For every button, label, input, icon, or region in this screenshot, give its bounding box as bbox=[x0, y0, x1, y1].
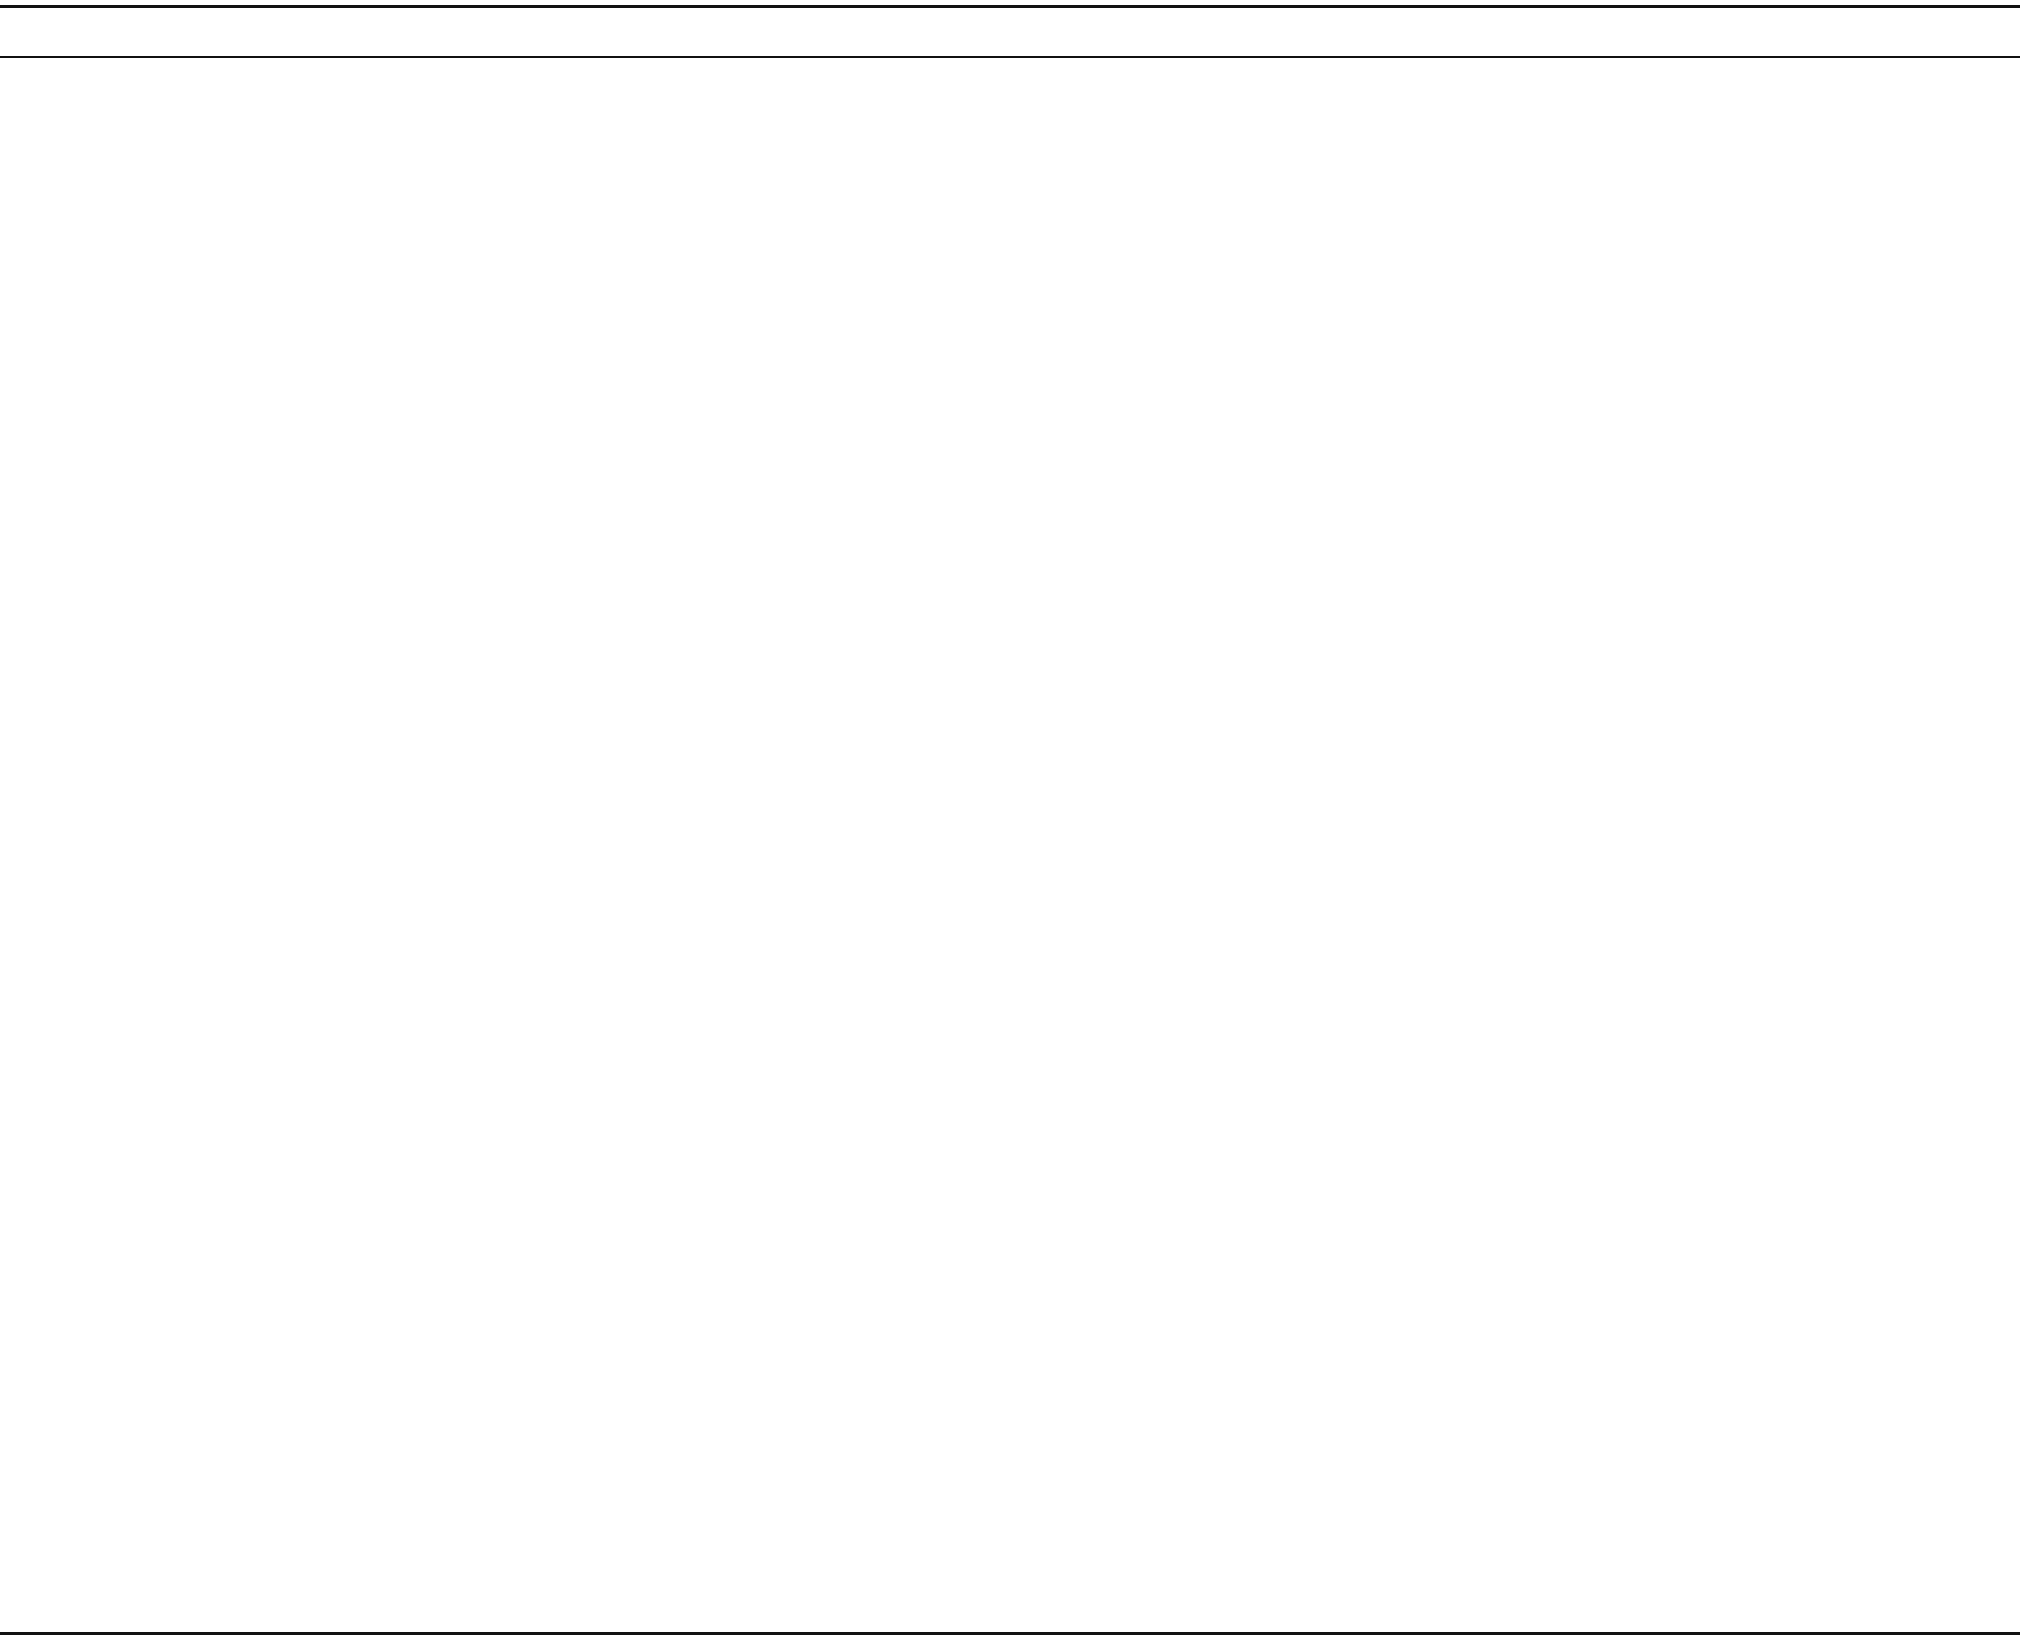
valve-function bbox=[260, 321, 562, 587]
material-part bbox=[1062, 321, 1192, 454]
header-other-requirement bbox=[1520, 8, 2020, 57]
table-row bbox=[0, 321, 2020, 454]
basic-requirement bbox=[562, 587, 824, 809]
valve-name bbox=[100, 1313, 260, 1623]
material-value bbox=[1192, 454, 1520, 587]
valve-spec-table bbox=[0, 8, 2020, 1623]
valve-type bbox=[824, 1021, 1062, 1313]
valve-function bbox=[260, 809, 562, 1021]
material-part bbox=[1062, 587, 1192, 698]
material-value bbox=[1192, 698, 1520, 809]
header-basic-requirement bbox=[562, 8, 824, 57]
other-requirement bbox=[1520, 1313, 2020, 1623]
valve-function bbox=[260, 1313, 562, 1623]
material-part bbox=[1062, 1313, 1192, 1468]
material-part bbox=[1062, 1167, 1192, 1313]
other-requirement bbox=[1520, 1021, 2020, 1313]
material-part bbox=[1062, 1468, 1192, 1623]
valve-name bbox=[100, 809, 260, 1021]
table-row bbox=[0, 1313, 2020, 1468]
material-value bbox=[1192, 587, 1520, 698]
material-value bbox=[1192, 189, 1520, 321]
table-bottom-rule bbox=[0, 1632, 2020, 1635]
header-name bbox=[100, 8, 260, 57]
material-value bbox=[1192, 321, 1520, 454]
material-part bbox=[1062, 1021, 1192, 1167]
valve-name bbox=[100, 321, 260, 587]
table-row bbox=[0, 1021, 2020, 1167]
material-value bbox=[1192, 1313, 1520, 1468]
valve-type bbox=[824, 321, 1062, 587]
table-row bbox=[0, 587, 2020, 698]
basic-requirement bbox=[562, 1021, 824, 1313]
row-number bbox=[0, 1313, 100, 1623]
table-row bbox=[0, 809, 2020, 1021]
material-value bbox=[1192, 1468, 1520, 1623]
table-row bbox=[0, 57, 2020, 189]
basic-requirement bbox=[562, 57, 824, 321]
header-function bbox=[260, 8, 562, 57]
material-value bbox=[1192, 57, 1520, 189]
valve-type bbox=[824, 1313, 1062, 1623]
table-header bbox=[0, 8, 2020, 57]
row-number bbox=[0, 1021, 100, 1313]
row-number bbox=[0, 57, 100, 321]
material-value bbox=[1192, 1167, 1520, 1313]
header-type bbox=[824, 8, 1062, 57]
material-part bbox=[1062, 57, 1192, 189]
other-requirement bbox=[1520, 321, 2020, 587]
header-row bbox=[0, 8, 2020, 57]
basic-requirement bbox=[562, 1313, 824, 1623]
material-value bbox=[1192, 1021, 1520, 1167]
valve-type bbox=[824, 57, 1062, 321]
row-number bbox=[0, 587, 100, 809]
other-requirement bbox=[1520, 587, 2020, 809]
row-number bbox=[0, 321, 100, 587]
material-part bbox=[1062, 189, 1192, 321]
basic-requirement bbox=[562, 321, 824, 587]
valve-function bbox=[260, 57, 562, 321]
other-requirement bbox=[1520, 57, 2020, 321]
valve-name bbox=[100, 587, 260, 809]
material-value bbox=[1062, 809, 1520, 1021]
other-requirement bbox=[1520, 809, 2020, 1021]
header-material bbox=[1062, 8, 1520, 57]
row-number bbox=[0, 809, 100, 1021]
material-part bbox=[1062, 698, 1192, 809]
table-body bbox=[0, 57, 2020, 1623]
valve-function bbox=[260, 1021, 562, 1313]
material-part bbox=[1062, 454, 1192, 587]
valve-name bbox=[100, 1021, 260, 1313]
header-num bbox=[0, 8, 100, 57]
valve-name bbox=[100, 57, 260, 321]
valve-type bbox=[824, 587, 1062, 809]
valve-function bbox=[260, 587, 562, 809]
valve-type bbox=[824, 809, 1062, 1021]
basic-requirement bbox=[562, 809, 824, 1021]
